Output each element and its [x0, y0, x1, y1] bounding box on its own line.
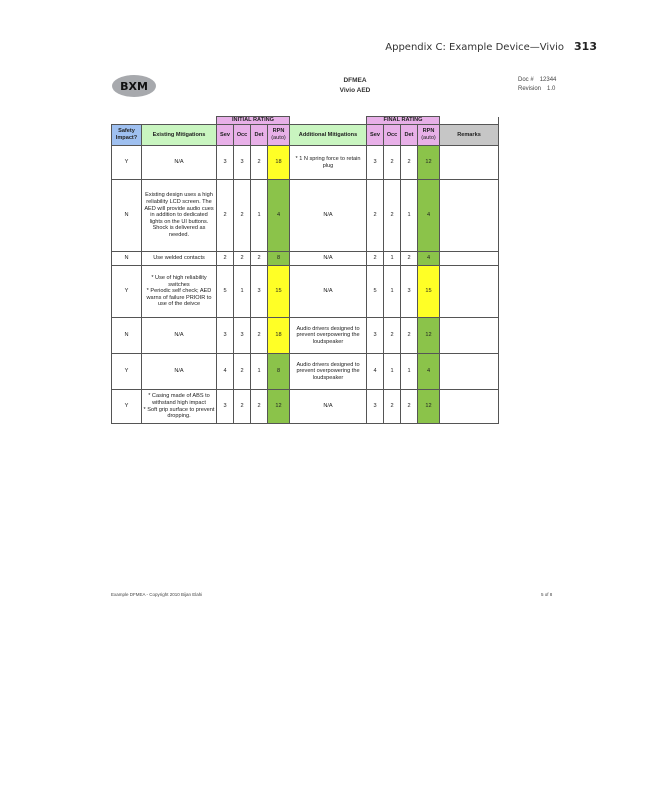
final-det-header: Det — [401, 125, 418, 146]
initial-occ-cell: 2 — [234, 252, 251, 266]
dfmea-table-body — [112, 146, 499, 424]
safety-impact-cell: Y — [112, 146, 142, 180]
existing-mitigations-cell: * Casing made of ABS to withstand high impact * Soft grip surface to prevent dropping. — [142, 390, 217, 424]
remarks-cell — [440, 252, 499, 266]
final-rpn-cell: 12 — [418, 390, 440, 424]
additional-mitigations-header: Additional Mitigations — [290, 125, 367, 146]
final-det-cell: 2 — [401, 390, 418, 424]
final-rpn-cell: 15 — [418, 266, 440, 318]
additional-mitigations-cell: N/A — [290, 390, 367, 424]
final-occ-cell: 1 — [384, 354, 401, 390]
existing-mitigations-cell: N/A — [142, 354, 217, 390]
final-sev-cell: 2 — [367, 180, 384, 252]
final-occ-cell: 1 — [384, 252, 401, 266]
initial-rpn-cell: 12 — [268, 390, 290, 424]
initial-sev-cell: 3 — [217, 318, 234, 354]
document-title-line1: DFMEA — [343, 77, 367, 84]
remarks-cell — [440, 318, 499, 354]
final-rpn-cell: 4 — [418, 252, 440, 266]
final-rpn-cell: 4 — [418, 354, 440, 390]
initial-det-cell: 3 — [251, 266, 268, 318]
initial-det-cell: 2 — [251, 318, 268, 354]
final-det-cell: 1 — [401, 354, 418, 390]
initial-sev-cell: 5 — [217, 266, 234, 318]
remarks-cell — [440, 390, 499, 424]
final-det-cell: 2 — [401, 318, 418, 354]
additional-mitigations-cell: Audio drivers designed to prevent overpowering the loudspeaker — [290, 354, 367, 390]
final-occ-cell: 2 — [384, 318, 401, 354]
remarks-cell — [440, 266, 499, 318]
doc-number-value: 12344 — [539, 77, 557, 83]
additional-mitigations-cell: * 1 N spring force to retain plug — [290, 146, 367, 180]
remarks-cell — [440, 354, 499, 390]
initial-rpn-cell: 4 — [268, 180, 290, 252]
final-det-cell: 1 — [401, 180, 418, 252]
safety-impact-cell: N — [112, 180, 142, 252]
table-row — [112, 252, 499, 266]
document-title — [280, 76, 430, 96]
additional-mitigations-cell: N/A — [290, 252, 367, 266]
final-sev-cell: 5 — [367, 266, 384, 318]
initial-sev-header: Sev — [217, 125, 234, 146]
final-rpn-header: RPN (auto) — [418, 125, 440, 146]
table-row — [112, 318, 499, 354]
existing-mitigations-cell: Existing design uses a high reliability LCD screen. The AED will provide audio cues in addition to dedicated lights on the UI buttons. Shock is delivered as needed. — [142, 180, 217, 252]
final-rpn-cell: 12 — [418, 146, 440, 180]
final-rpn-cell: 12 — [418, 318, 440, 354]
revision-value: 1.0 — [547, 86, 556, 92]
initial-occ-cell: 2 — [234, 354, 251, 390]
initial-sev-cell: 3 — [217, 390, 234, 424]
footer-copyright: Example DFMEA - Copyright 2010 Bijan Elahi — [111, 592, 203, 597]
safety-impact-cell: N — [112, 252, 142, 266]
additional-mitigations-cell: N/A — [290, 266, 367, 318]
footer-page-count: 5 of 8 — [541, 592, 553, 597]
initial-rpn-cell: 18 — [268, 146, 290, 180]
final-rpn-cell: 4 — [418, 180, 440, 252]
existing-mitigations-cell: Use welded contacts — [142, 252, 217, 266]
running-header-title: Appendix C: Example Device—Vivio — [385, 42, 565, 53]
table-row — [112, 354, 499, 390]
final-occ-cell: 1 — [384, 266, 401, 318]
remarks-cell — [440, 146, 499, 180]
revision-label: Revision — [518, 86, 542, 92]
initial-occ-cell: 3 — [234, 318, 251, 354]
table-row — [112, 146, 499, 180]
existing-mitigations-cell: * Use of high reliability switches * Periodic self check; AED warns of failure PRIOIR to use of the deivce — [142, 266, 217, 318]
initial-sev-cell: 2 — [217, 252, 234, 266]
initial-rating-header: INITIAL RATING — [217, 117, 290, 125]
final-det-cell: 3 — [401, 266, 418, 318]
document-meta — [518, 76, 556, 94]
final-occ-cell: 2 — [384, 180, 401, 252]
table-row — [112, 266, 499, 318]
additional-mitigations-cell: N/A — [290, 180, 367, 252]
existing-mitigations-header: Existing Mitigations — [142, 125, 217, 146]
initial-rpn-cell: 8 — [268, 252, 290, 266]
initial-rpn-header: RPN (auto) — [268, 125, 290, 146]
initial-det-cell: 2 — [251, 252, 268, 266]
additional-mitigations-cell: Audio drivers designed to prevent overpowering the loudspeaker — [290, 318, 367, 354]
running-header — [385, 40, 597, 53]
initial-rpn-cell: 15 — [268, 266, 290, 318]
initial-occ-cell: 2 — [234, 180, 251, 252]
initial-det-cell: 1 — [251, 180, 268, 252]
initial-occ-cell: 1 — [234, 266, 251, 318]
initial-rpn-cell: 8 — [268, 354, 290, 390]
final-sev-cell: 4 — [367, 354, 384, 390]
initial-rpn-cell: 18 — [268, 318, 290, 354]
remarks-cell — [440, 180, 499, 252]
final-rating-header: FINAL RATING — [367, 117, 440, 125]
final-sev-cell: 3 — [367, 318, 384, 354]
initial-det-cell: 2 — [251, 146, 268, 180]
bxm-logo: BXM — [112, 75, 156, 97]
initial-sev-cell: 3 — [217, 146, 234, 180]
final-sev-header: Sev — [367, 125, 384, 146]
document-title-line2: Vivio AED — [339, 87, 371, 94]
final-det-cell: 2 — [401, 252, 418, 266]
table-row — [112, 180, 499, 252]
initial-det-cell: 2 — [251, 390, 268, 424]
page-number: 313 — [574, 40, 597, 53]
dfmea-table — [111, 116, 499, 424]
initial-sev-cell: 2 — [217, 180, 234, 252]
final-sev-cell: 2 — [367, 252, 384, 266]
safety-impact-header: Safety Impact? — [112, 125, 142, 146]
final-occ-header: Occ — [384, 125, 401, 146]
final-det-cell: 2 — [401, 146, 418, 180]
existing-mitigations-cell: N/A — [142, 146, 217, 180]
safety-impact-cell: N — [112, 318, 142, 354]
final-occ-cell: 2 — [384, 390, 401, 424]
initial-det-cell: 1 — [251, 354, 268, 390]
initial-occ-cell: 2 — [234, 390, 251, 424]
doc-number-label: Doc # — [518, 77, 534, 83]
final-sev-cell: 3 — [367, 146, 384, 180]
remarks-header: Remarks — [440, 125, 499, 146]
final-occ-cell: 2 — [384, 146, 401, 180]
initial-occ-cell: 3 — [234, 146, 251, 180]
safety-impact-cell: Y — [112, 266, 142, 318]
existing-mitigations-cell: N/A — [142, 318, 217, 354]
safety-impact-cell: Y — [112, 354, 142, 390]
initial-sev-cell: 4 — [217, 354, 234, 390]
initial-occ-header: Occ — [234, 125, 251, 146]
table-row — [112, 390, 499, 424]
final-sev-cell: 3 — [367, 390, 384, 424]
safety-impact-cell: Y — [112, 390, 142, 424]
initial-det-header: Det — [251, 125, 268, 146]
